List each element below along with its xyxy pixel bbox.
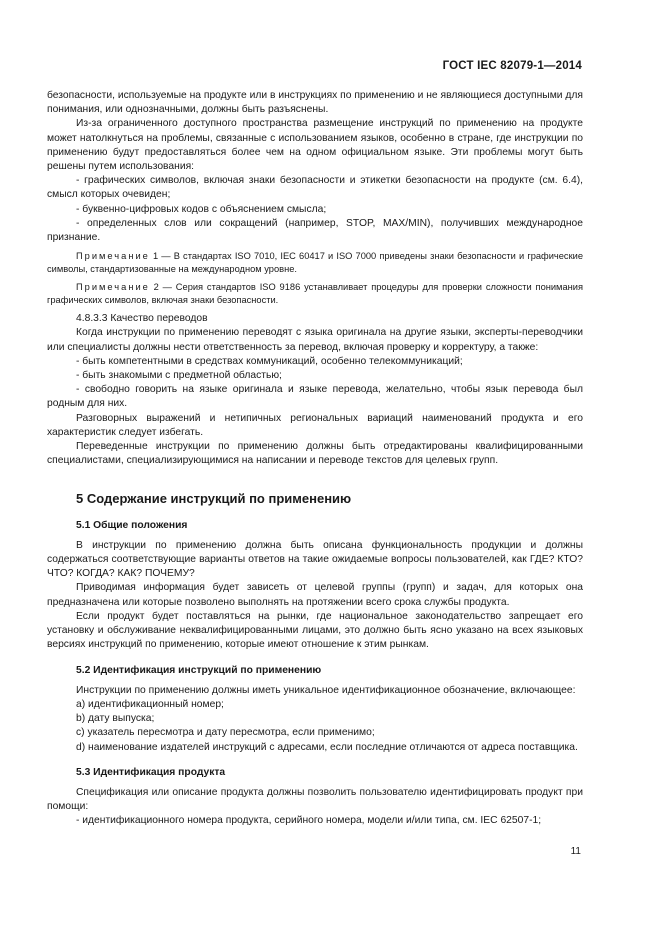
paragraph: Когда инструкции по применению переводят с языка оригинала на другие языки, эксперты-переводчики или специалисты должны нести ответственность за перевод, включая проверку и корректуру, а также:	[47, 327, 583, 353]
list-item: - буквенно-цифровых кодов с объяснением смысла;	[76, 203, 327, 215]
list-item: b) дату выпуска;	[76, 713, 155, 725]
note-text: 2 — Серия стандартов ISO 9186 устанавливает процедуры для проверки сложности понимания графических символов, включая знаки безопасности.	[47, 282, 583, 306]
list-item: - определенных слов или сокращений (например, STOP, MAX/MIN), получивших международное признание.	[47, 217, 583, 244]
page-number: 11	[570, 846, 581, 857]
list-item: - быть знакомыми с предметной областью;	[76, 370, 282, 382]
page-content	[47, 89, 583, 829]
paragraph: Спецификация или описание продукта должны позволить пользователю идентифицировать продукт при помощи:	[47, 786, 583, 813]
paragraph: В инструкции по применению должна быть описана функциональность продукции и должны содержаться соответствующие варианты ответов на такие ожидаемые вопросы пользователей, как ГДЕ? КТО? ЧТО? КОГДА? КАК? ПОЧЕМУ?	[47, 539, 583, 580]
paragraph: Инструкции по применению должны иметь уникальное идентификационное обозначение, включающее:	[76, 684, 576, 696]
list-item: c) указатель пересмотра и дату пересмотра, если применимо;	[76, 727, 375, 739]
section-heading: 5 Содержание инструкций по применению	[76, 491, 352, 507]
note-text: 1 — В стандартах ISO 7010, IEC 60417 и ISO 7000 приведены знаки безопасности и графические символы, стандартизованные на международном уровне.	[47, 251, 583, 275]
list-item: a) идентификационный номер;	[76, 698, 224, 710]
subsection-heading: 4.8.3.3 Качество переводов	[76, 313, 208, 325]
paragraph: Если продукт будет поставляться на рынки, где национальное законодательство запрещает его установку и обслуживание неквалифицированными лицами, это должно быть ясно указано на всех языковых версиях инструкций по применению, которые имеют отношение к этим рынкам.	[47, 610, 583, 651]
note-label: Примечание	[76, 251, 150, 262]
list-item: - графических символов, включая знаки безопасности и этикетки безопасности на продукте (см. 6.4), смысл которых очевиден;	[47, 175, 583, 201]
list-item: - быть компетентными в средствах коммуникаций, особенно телекоммуникаций;	[76, 355, 463, 367]
subsection-heading: 5.3 Идентификация продукта	[76, 766, 226, 778]
note-label: Примечание	[76, 282, 150, 293]
note-2	[47, 281, 583, 307]
paragraph: Приводимая информация будет зависеть от целевой группы (групп) и задач, для которых она предназначена или которые позволено выполнять на протяжении всего срока службы продукта.	[47, 582, 583, 608]
list-item: d) наименование издателей инструкций с адресами, если последние отличаются от адреса поставщика.	[76, 741, 578, 753]
list-item: - свободно говорить на языке оригинала и языке перевода, желательно, чтобы язык перевода был родным для них.	[47, 384, 583, 410]
paragraph: безопасности, используемые на продукте или в инструкциях по применению и не являющиеся доступными для понимания, или однозначными, должны быть разъяснены.	[47, 90, 583, 116]
subsection-heading: 5.1 Общие положения	[76, 519, 188, 531]
list-item: - идентификационного номера продукта, серийного номера, модели и/или типа, см. IEC 62507-1;	[76, 815, 542, 827]
paragraph: Из-за ограниченного доступного пространства размещение инструкций по применению на продукте может натолкнуться на проблемы, связанные с использованием языков, особенно в стране, где инструкции по применению будут предоставляться более чем на одном официальном языке. Эти проблемы могут быть решены путем использования:	[47, 118, 583, 173]
subsection-heading: 5.2 Идентификация инструкций по применению	[76, 664, 322, 676]
paragraph: Разговорных выражений и нетипичных региональных вариаций наименований продукта и его характеристик следует избегать.	[47, 412, 583, 438]
paragraph: Переведенные инструкции по применению должны быть отредактированы квалифицированными специалистами, специализирующимися на написании и переводе текстов для целевых групп.	[47, 441, 583, 467]
document-header: ГОСТ IEC 82079-1—2014	[442, 60, 582, 72]
note-1	[47, 250, 583, 276]
